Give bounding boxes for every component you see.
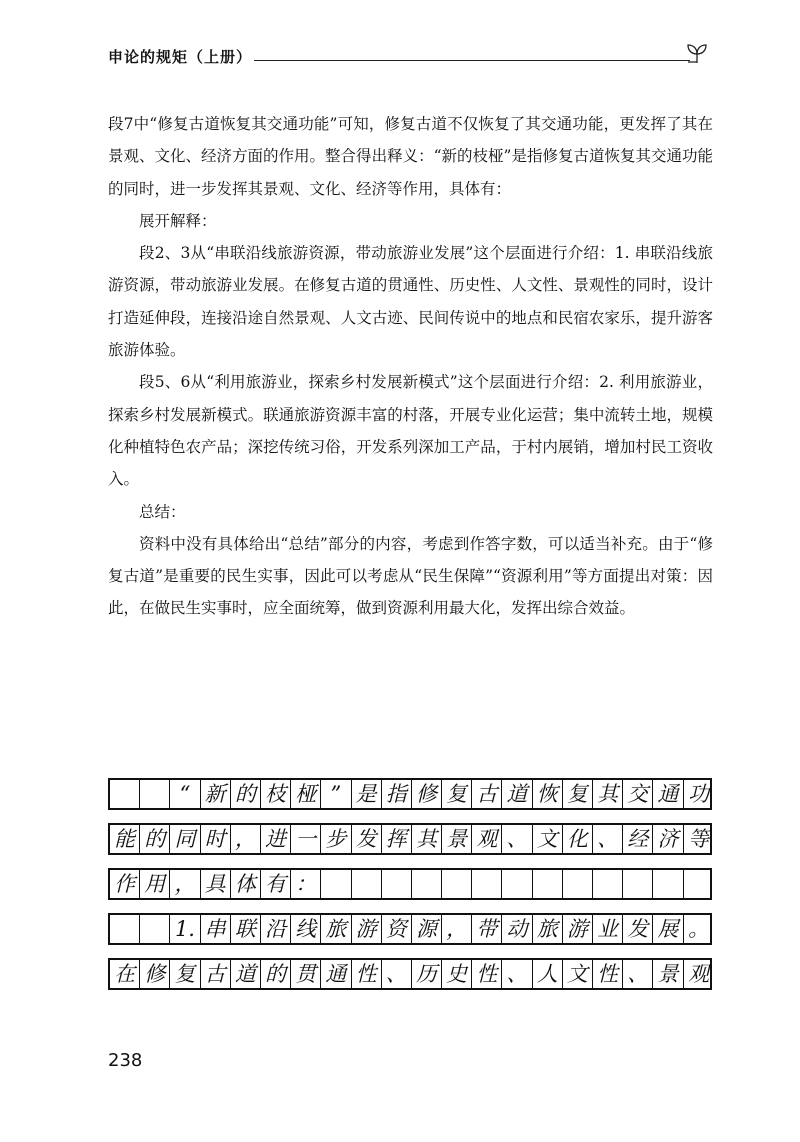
grid-cell: 历: [412, 960, 442, 988]
grid-row: [108, 823, 712, 855]
grid-cell: 时: [201, 825, 231, 853]
grid-cell: [623, 870, 653, 898]
grid-cell: 是: [352, 780, 382, 808]
grid-cell: 串: [201, 915, 231, 943]
grid-cell: 恢: [533, 780, 563, 808]
grid-cell: 等: [688, 826, 710, 851]
grid-cell: [533, 870, 563, 898]
grid-cell: ，: [231, 825, 261, 853]
grid-cell: [472, 870, 502, 898]
grid-row: [108, 778, 712, 810]
grid-cell: 修: [412, 780, 442, 808]
grid-cell: 、: [502, 960, 532, 988]
grid-cell: 1.: [170, 915, 200, 943]
grid-cell: 通: [653, 780, 683, 808]
grid-cell: [352, 870, 382, 898]
grid-cell: 经: [623, 825, 653, 853]
grid-cell: 用: [140, 870, 170, 898]
grid-cell: 、: [593, 825, 623, 853]
grid-cell: 功: [688, 781, 710, 806]
paragraph: 展开解释：: [139, 211, 217, 230]
grid-cell: 枝: [261, 780, 291, 808]
grid-cell: 资: [382, 915, 412, 943]
grid-cell: 观: [472, 825, 502, 853]
grid-cell: 新: [201, 780, 231, 808]
grid-cell: 性: [593, 960, 623, 988]
grid-cell: [140, 780, 170, 808]
grid-cell: 道: [502, 780, 532, 808]
grid-cell: 景: [653, 960, 683, 988]
grid-cell: 史: [442, 960, 472, 988]
grid-cell: 其: [412, 825, 442, 853]
grid-cell: 道: [231, 960, 261, 988]
paragraph: 总结：: [139, 502, 186, 521]
grid-cell: 古: [472, 780, 502, 808]
paragraph: 段7中“修复古道恢复其交通功能”可知，修复古道不仅恢复了其交通功能，更发挥了其在景观、文化、经济方面的作用。整合得出释义：“新的枝桠”是指修复古道恢复其交通功能的同时，进一步发挥其景观、文化、经济等作用，具体有：: [108, 115, 713, 198]
grid-cell: 文: [533, 825, 563, 853]
grid-cell: 复: [563, 780, 593, 808]
grid-cell: 桠: [291, 780, 321, 808]
grid-cell: 、: [502, 825, 532, 853]
grid-cell: 挥: [382, 825, 412, 853]
grid-cell: 步: [321, 825, 351, 853]
body-text: [108, 108, 713, 625]
grid-cell: 体: [231, 870, 261, 898]
grid-cell: “: [170, 780, 200, 808]
grid-row: [108, 913, 712, 945]
grid-cell: 贯: [291, 960, 321, 988]
answer-grid: [108, 778, 712, 1003]
grid-cell: 。: [688, 916, 710, 941]
grid-cell: 带: [472, 915, 502, 943]
grid-cell: 游: [563, 915, 593, 943]
sprout-icon: [686, 42, 708, 64]
grid-cell: [593, 870, 623, 898]
grid-cell: 济: [653, 825, 683, 853]
paragraph: 段2、3从“串联沿线旅游资源，带动旅游业发展”这个层面进行介绍：1. 串联沿线旅游资源，带动旅游业发展。在修复古道的贯通性、历史性、人文性、景观性的同时，设计打造延伸段，连接沿途自然景观、人文古迹、民间传说中的地点和民宿农家乐，提升游客旅游体验。: [108, 244, 713, 360]
grid-cell: 源: [412, 915, 442, 943]
header-title: 申论的规矩（上册）: [108, 48, 253, 66]
grid-cell: 旅: [321, 915, 351, 943]
grid-cell: 沿: [261, 915, 291, 943]
grid-cell: 游: [352, 915, 382, 943]
paragraph: 段5、6从“利用旅游业，探索乡村发展新模式”这个层面进行介绍：2. 利用旅游业，探索乡村发展新模式。联通旅游资源丰富的村落，开展专业化运营；集中流转土地，规模化种植特色农产品；深挖传统习俗，开发系列深加工产品，于村内展销，增加村民工资收入。: [108, 373, 713, 489]
page-number: 238: [108, 1050, 143, 1071]
grid-cell: 发: [352, 825, 382, 853]
grid-cell: 一: [291, 825, 321, 853]
grid-cell: 线: [291, 915, 321, 943]
grid-cell: ，: [170, 870, 200, 898]
grid-cell: 进: [261, 825, 291, 853]
grid-cell: [412, 870, 442, 898]
grid-cell: 景: [442, 825, 472, 853]
grid-cell: 通: [321, 960, 351, 988]
grid-cell: [442, 870, 472, 898]
grid-row: [108, 958, 712, 990]
grid-row: [108, 868, 712, 900]
grid-cell: 作: [110, 870, 140, 898]
grid-cell: ”: [321, 780, 351, 808]
grid-cell: [140, 915, 170, 943]
grid-cell: 交: [623, 780, 653, 808]
grid-cell: [684, 870, 714, 898]
grid-cell: ，: [442, 915, 472, 943]
grid-cell: 文: [563, 960, 593, 988]
grid-cell: 能: [110, 825, 140, 853]
grid-cell: 展: [653, 915, 683, 943]
grid-cell: 化: [563, 825, 593, 853]
grid-cell: 性: [472, 960, 502, 988]
grid-cell: [653, 870, 683, 898]
grid-cell: 同: [170, 825, 200, 853]
grid-cell: 复: [442, 780, 472, 808]
grid-cell: [110, 915, 140, 943]
grid-cell: 修: [140, 960, 170, 988]
grid-cell: 人: [533, 960, 563, 988]
grid-cell: [382, 870, 412, 898]
grid-cell: 联: [231, 915, 261, 943]
grid-cell: [502, 870, 532, 898]
paragraph: 资料中没有具体给出“总结”部分的内容，考虑到作答字数，可以适当补充。由于“修复古道”是重要的民生实事，因此可以考虑从“民生保障”“资源利用”等方面提出对策：因此，在做民生实事时，应全面统筹，做到资源利用最大化，发挥出综合效益。: [108, 534, 713, 618]
header-rule: [254, 60, 690, 61]
grid-cell: 的: [140, 825, 170, 853]
grid-cell: 古: [201, 960, 231, 988]
grid-cell: 的: [231, 780, 261, 808]
grid-cell: 动: [502, 915, 532, 943]
grid-cell: 有: [261, 870, 291, 898]
grid-cell: 观: [688, 961, 710, 986]
grid-cell: 具: [201, 870, 231, 898]
grid-cell: 、: [382, 960, 412, 988]
grid-cell: [321, 870, 351, 898]
grid-cell: 其: [593, 780, 623, 808]
grid-cell: 在: [110, 960, 140, 988]
grid-cell: 的: [261, 960, 291, 988]
grid-cell: ：: [291, 870, 321, 898]
grid-cell: 、: [623, 960, 653, 988]
grid-cell: 性: [352, 960, 382, 988]
grid-cell: 指: [382, 780, 412, 808]
running-header: [108, 40, 708, 72]
grid-cell: 业: [593, 915, 623, 943]
grid-cell: 复: [170, 960, 200, 988]
grid-cell: [563, 870, 593, 898]
grid-cell: 旅: [533, 915, 563, 943]
grid-cell: 发: [623, 915, 653, 943]
grid-cell: [110, 780, 140, 808]
